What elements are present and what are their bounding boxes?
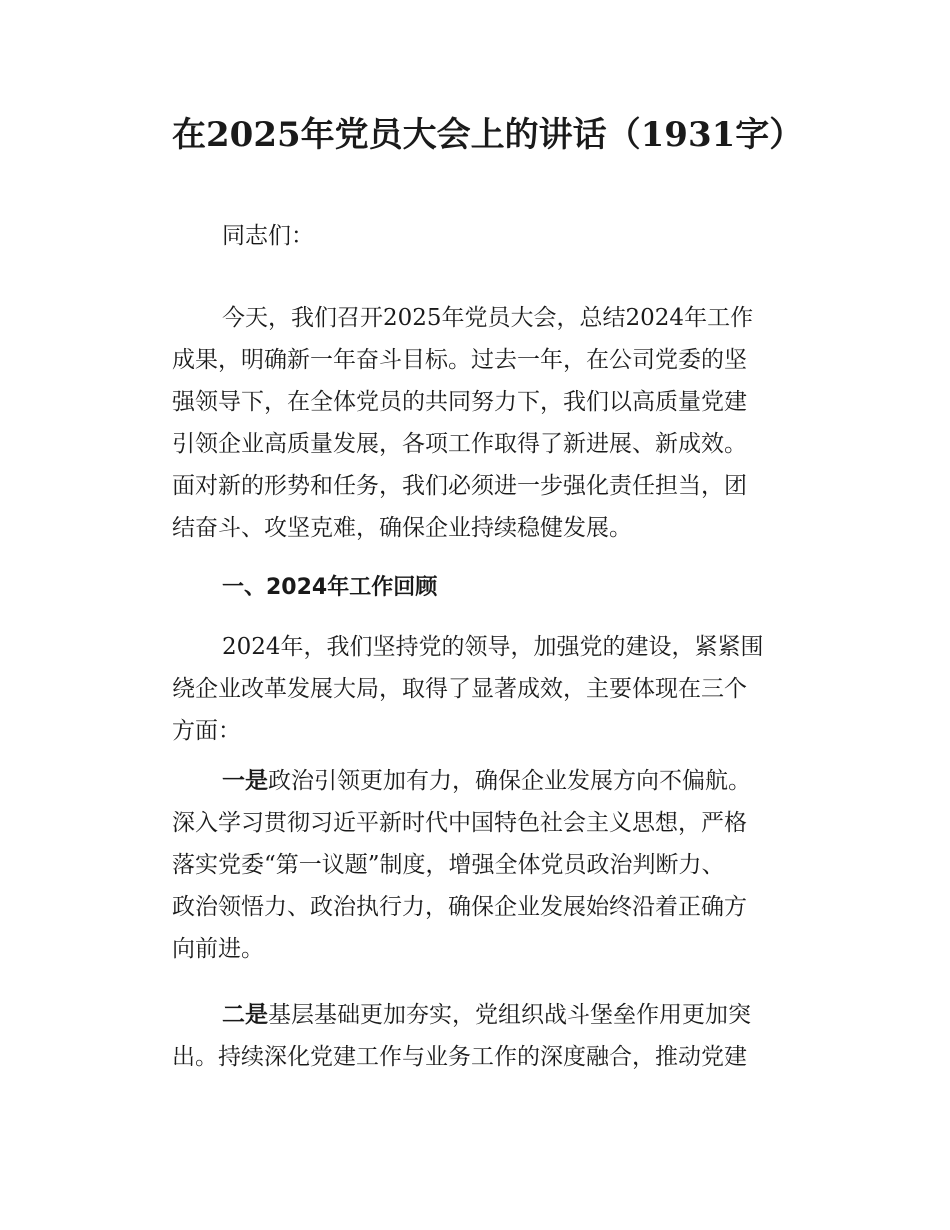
text-line: 基层基础更加夯实，党组织战斗堡垒作用更加突 [268, 1002, 751, 1028]
document-title: 在2025年党员大会上的讲话（1931字） [172, 115, 804, 155]
text-line: 方面： [172, 718, 241, 744]
section-heading: 一、2024年工作回顾 [222, 575, 438, 600]
point-one-paragraph [172, 760, 796, 970]
point-two-paragraph [172, 994, 796, 1078]
text-line: 今天，我们召开2025年党员大会，总结2024年工作 [222, 305, 754, 331]
text-line: 成果，明确新一年奋斗目标。过去一年，在公司党委的坚 [172, 347, 747, 373]
text-line: 出。持续深化党建工作与业务工作的深度融合，推动党建 [172, 1044, 747, 1070]
text-line: 强领导下，在全体党员的共同努力下，我们以高质量党建 [172, 389, 747, 415]
text-line: 绕企业改革发展大局，取得了显著成效，主要体现在三个 [172, 676, 747, 702]
text-line: 面对新的形势和任务，我们必须进一步强化责任担当，团 [172, 473, 747, 499]
salutation-block [172, 215, 796, 257]
text-line: 结奋斗、攻坚克难，确保企业持续稳健发展。 [172, 515, 632, 541]
section-intro-paragraph [172, 626, 796, 752]
text-line: 引领企业高质量发展，各项工作取得了新进展、新成效。 [172, 431, 747, 457]
text-line: 深入学习贯彻习近平新时代中国特色社会主义思想，严格 [172, 810, 747, 836]
salutation: 同志们： [222, 223, 314, 249]
text-line: 向前进。 [172, 936, 264, 962]
point-two-lead: 二是 [222, 1002, 268, 1028]
text-line: 落实党委“第一议题”制度，增强全体党员政治判断力、 [172, 852, 725, 878]
section-heading-block [172, 567, 796, 609]
point-one-lead: 一是 [222, 768, 268, 794]
text-line: 政治引领更加有力，确保企业发展方向不偏航。 [268, 768, 751, 794]
text-line: 2024年，我们坚持党的领导，加强党的建设，紧紧围 [222, 634, 764, 660]
text-line: 政治领悟力、政治执行力，确保企业发展始终沿着正确方 [172, 894, 747, 920]
intro-paragraph [172, 297, 796, 549]
